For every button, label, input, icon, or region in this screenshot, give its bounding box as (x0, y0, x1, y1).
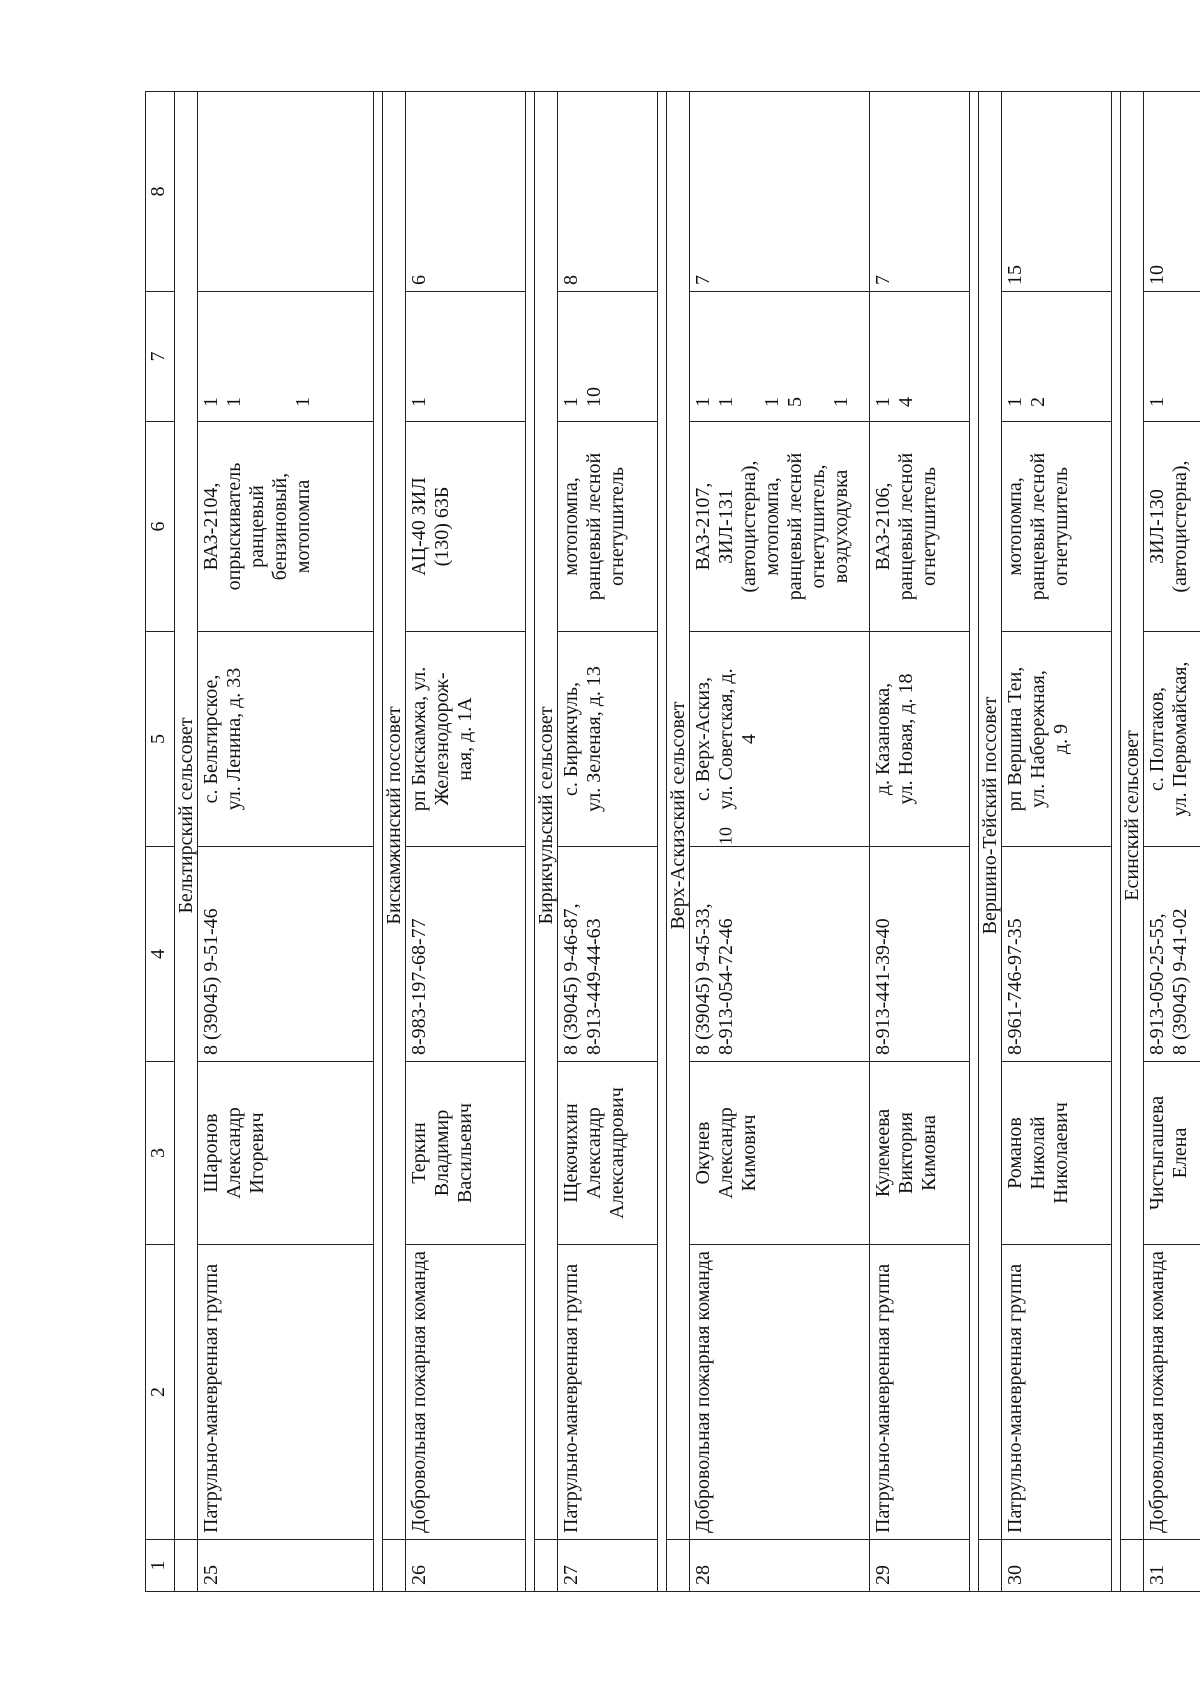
row-number: 25 (198, 1540, 374, 1592)
staff-count: 15 (1002, 92, 1112, 292)
fire-teams-table (145, 91, 1200, 1592)
responsible-person-line: Александр (583, 1107, 605, 1199)
phone-numbers-line: 8-913-449-44-63 (583, 918, 605, 1055)
row-number: 29 (870, 1540, 970, 1592)
section-spacer (1121, 1540, 1144, 1592)
phone-numbers (198, 847, 374, 1062)
responsible-person-line: Александр (223, 1107, 245, 1199)
rotated-table-wrapper (145, 92, 1191, 1592)
equipment-list-line: огнетушитель (1050, 466, 1072, 587)
section-title: Есинский сельсовет (1121, 92, 1144, 1540)
equipment-list-line: ранцевый лесной (784, 452, 806, 601)
address-line: с. Полтаков, (1146, 686, 1168, 792)
page-number: 10 (715, 827, 736, 845)
address (198, 632, 374, 847)
equipment-list (1002, 422, 1112, 632)
responsible-person (690, 1062, 870, 1245)
quantity-list-line: 1 (408, 397, 430, 407)
table-row (406, 92, 526, 1592)
equipment-list-line: бензиновый, (269, 472, 291, 581)
equipment-list-line: мотопомпа, (761, 477, 783, 576)
equipment-list-line: АЦ-40 ЗИЛ (408, 477, 430, 576)
section-title: Бельтирский сельсовет (175, 92, 198, 1540)
responsible-person-line: Романов (1004, 1117, 1026, 1189)
staff-count: 7 (690, 92, 870, 292)
table-row (558, 92, 658, 1592)
unit-name: Добровольная пожарная команда (406, 1245, 526, 1540)
section-spacer (175, 1540, 198, 1592)
header-row (146, 92, 175, 1592)
quantity-list-line: 10 (583, 387, 605, 407)
column-header: 7 (146, 292, 175, 422)
responsible-person-line: Николаевич (1050, 1102, 1072, 1204)
address-line: с. Бирикчуль, (560, 682, 582, 796)
quantity-list (198, 292, 374, 422)
equipment-list-line: мотопомпа (292, 479, 314, 574)
quantity-list (558, 292, 658, 422)
row-number: 28 (690, 1540, 870, 1592)
equipment-list-line: (130) 63Б (431, 486, 453, 567)
address-line: д. Казановка, (872, 682, 894, 796)
table-row (198, 92, 374, 1592)
equipment-list (870, 422, 970, 632)
phone-numbers-line: 8-961-746-97-35 (1004, 918, 1026, 1055)
responsible-person-line: Кимовна (918, 1115, 940, 1191)
equipment-list-line: огнетушитель (606, 466, 628, 587)
table-row (690, 92, 870, 1592)
quantity-list-line: 1 (292, 397, 314, 407)
column-header: 3 (146, 1062, 175, 1245)
unit-name: Патрульно-маневренная группа (1002, 1245, 1112, 1540)
quantity-list-line (738, 298, 761, 407)
address-line: ул. Набережная, (1027, 670, 1049, 808)
section-title: Бирикчульский сельсовет (535, 92, 558, 1540)
equipment-list-line: мотопомпа, (560, 477, 582, 576)
phone-numbers-line: 8 (39045) 9-45-33, (692, 903, 714, 1055)
phone-numbers-line: 8 (39045) 9-51-46 (200, 908, 222, 1055)
spacer-row (1112, 92, 1121, 1592)
unit-name: Патрульно-маневренная группа (558, 1245, 658, 1540)
quantity-list-line: 1 (1146, 397, 1168, 407)
equipment-list-line: ЗИЛ-131 (715, 489, 737, 564)
responsible-person-line: Окунев (692, 1121, 714, 1185)
equipment-list-line: (автоцистерна), (738, 460, 760, 593)
address-line: ул. Зеленая, д. 13 (583, 666, 605, 812)
responsible-person (406, 1062, 526, 1245)
section-row (1121, 92, 1144, 1592)
quantity-list-line (269, 298, 292, 407)
phone-numbers-line: 8-983-197-68-77 (408, 918, 430, 1055)
equipment-list-line: ЗИЛ-130 (1146, 489, 1168, 564)
address (1144, 632, 1200, 847)
row-number: 30 (1002, 1540, 1112, 1592)
quantity-list (1002, 292, 1112, 422)
spacer-cell (970, 92, 979, 1592)
section-title: Бискамжинский поссовет (383, 92, 406, 1540)
responsible-person-line: Игоревич (246, 1112, 268, 1194)
row-number: 27 (558, 1540, 658, 1592)
quantity-list (1144, 292, 1200, 422)
address-line: ул. Первомайская, (1169, 661, 1191, 817)
section-spacer (979, 1540, 1002, 1592)
phone-numbers (1002, 847, 1112, 1062)
staff-count: 6 (406, 92, 526, 292)
spacer-row (526, 92, 535, 1592)
responsible-person-line: Елена (1169, 1127, 1191, 1179)
unit-name: Добровольная пожарная команда (1144, 1245, 1200, 1540)
equipment-list (558, 422, 658, 632)
responsible-person-line: Кимович (738, 1114, 760, 1192)
staff-count (198, 92, 374, 292)
phone-numbers-line: 8 (39045) 9-41-02 (1169, 908, 1191, 1055)
section-row (175, 92, 198, 1592)
equipment-list (198, 422, 374, 632)
section-title: Вершино-Тейский поссовет (979, 92, 1002, 1540)
quantity-list (690, 292, 870, 422)
address-line: Железнодорож- (431, 672, 453, 806)
equipment-list-line: ВАЗ-2104, (200, 482, 222, 571)
responsible-person-line: Николай (1027, 1116, 1049, 1190)
address-line: ул. Новая, д. 18 (895, 673, 917, 805)
phone-numbers-line: 8-913-054-72-46 (715, 918, 737, 1055)
address (690, 632, 870, 847)
staff-count: 10 (1144, 92, 1200, 292)
spacer-cell (526, 92, 535, 1592)
equipment-list-line: огнетушитель, (807, 464, 829, 589)
quantity-list-line: 1 (830, 397, 852, 407)
address-line: 4 (738, 734, 760, 744)
spacer-row (970, 92, 979, 1592)
quantity-list-line: 1 (223, 397, 245, 407)
equipment-list-line: ранцевый (246, 485, 268, 568)
quantity-list-line: 2 (1027, 397, 1049, 407)
column-header: 5 (146, 632, 175, 847)
phone-numbers-line: 8-913-441-39-40 (872, 918, 894, 1055)
quantity-list (406, 292, 526, 422)
responsible-person-line: Теркин (408, 1122, 430, 1184)
equipment-list-line: опрыскиватель (223, 462, 245, 591)
address (558, 632, 658, 847)
responsible-person (198, 1062, 374, 1245)
spacer-cell (1112, 92, 1121, 1592)
address-line: ул. Ленина, д. 33 (223, 667, 245, 811)
responsible-person-line: Александр (715, 1107, 737, 1199)
equipment-list-line: ранцевый лесной (1027, 452, 1049, 601)
spacer-row (374, 92, 383, 1592)
quantity-list-line: 1 (761, 397, 783, 407)
section-row (979, 92, 1002, 1592)
spacer-row (658, 92, 667, 1592)
responsible-person-line: Кулемеева (872, 1108, 894, 1198)
spacer-cell (658, 92, 667, 1592)
section-spacer (535, 1540, 558, 1592)
address-line: с. Верх-Аскиз, (692, 677, 714, 801)
column-header: 4 (146, 847, 175, 1062)
spacer-cell (374, 92, 383, 1592)
row-number: 31 (1144, 1540, 1200, 1592)
table-row (870, 92, 970, 1592)
quantity-list-line: 4 (895, 397, 917, 407)
equipment-list-line: мотопомпа, (1004, 477, 1026, 576)
address-line: рп Вершина Теи, (1004, 666, 1026, 812)
phone-numbers (1144, 847, 1200, 1062)
table-body (175, 92, 1200, 1592)
section-title: Верх-Аскизский сельсовет (667, 92, 690, 1540)
equipment-list (1144, 422, 1200, 632)
section-row (535, 92, 558, 1592)
phone-numbers (406, 847, 526, 1062)
address-line: ная, д. 1А (454, 697, 476, 781)
equipment-list-line: воздуходувка (830, 469, 852, 584)
quantity-list (870, 292, 970, 422)
section-spacer (383, 1540, 406, 1592)
address-line: д. 9 (1050, 723, 1072, 755)
staff-count: 7 (870, 92, 970, 292)
quantity-list-line: 1 (692, 397, 714, 407)
quantity-list-line (807, 298, 830, 407)
responsible-person-line: Шаронов (200, 1113, 222, 1193)
column-header: 8 (146, 92, 175, 292)
address (406, 632, 526, 847)
quantity-list-line: 1 (200, 397, 222, 407)
quantity-list-line: 1 (1004, 397, 1026, 407)
phone-numbers-line: 8-913-050-25-55, (1146, 913, 1168, 1055)
responsible-person-line: Чистыгашева (1146, 1095, 1168, 1211)
equipment-list-line: ранцевый лесной (583, 452, 605, 601)
row-number: 26 (406, 1540, 526, 1592)
address (1002, 632, 1112, 847)
responsible-person-line: Щекочихин (560, 1103, 582, 1203)
responsible-person (558, 1062, 658, 1245)
quantity-list-line (246, 298, 269, 407)
responsible-person (1002, 1062, 1112, 1245)
table-row (1144, 92, 1200, 1592)
quantity-list-line: 1 (715, 397, 737, 407)
address-line: ул. Советская, д. (715, 668, 737, 810)
responsible-person (1144, 1062, 1200, 1245)
section-spacer (667, 1540, 690, 1592)
phone-numbers (558, 847, 658, 1062)
table-row (1002, 92, 1112, 1592)
phone-numbers-line: 8 (39045) 9-46-87, (560, 903, 582, 1055)
address-line: рп Бискамжа, ул. (408, 666, 430, 812)
unit-name: Патрульно-маневренная группа (198, 1245, 374, 1540)
equipment-list-line: ВАЗ-2106, (872, 482, 894, 571)
responsible-person-line: Виктория (895, 1112, 917, 1194)
address (870, 632, 970, 847)
equipment-list-line: (автоцистерна), (1169, 460, 1191, 593)
responsible-person-line: Васильевич (454, 1103, 476, 1203)
phone-numbers (690, 847, 870, 1062)
unit-name: Патрульно-маневренная группа (870, 1245, 970, 1540)
quantity-list-line: 1 (560, 397, 582, 407)
equipment-list (406, 422, 526, 632)
quantity-list-line: 1 (872, 397, 894, 407)
column-header: 1 (146, 1540, 175, 1592)
address-line: с. Бельтирское, (200, 674, 222, 804)
staff-count: 8 (558, 92, 658, 292)
column-header: 2 (146, 1245, 175, 1540)
equipment-list-line: огнетушитель (918, 466, 940, 587)
responsible-person-line: Владимир (431, 1109, 453, 1197)
section-row (667, 92, 690, 1592)
equipment-list-line: ранцевый лесной (895, 452, 917, 601)
equipment-list-line: ВАЗ-2107, (692, 482, 714, 571)
column-header: 6 (146, 422, 175, 632)
equipment-list (690, 422, 870, 632)
unit-name: Добровольная пожарная команда (690, 1245, 870, 1540)
section-row (383, 92, 406, 1592)
phone-numbers (870, 847, 970, 1062)
responsible-person-line: Александрович (606, 1087, 628, 1219)
quantity-list-line: 5 (784, 397, 806, 407)
responsible-person (870, 1062, 970, 1245)
